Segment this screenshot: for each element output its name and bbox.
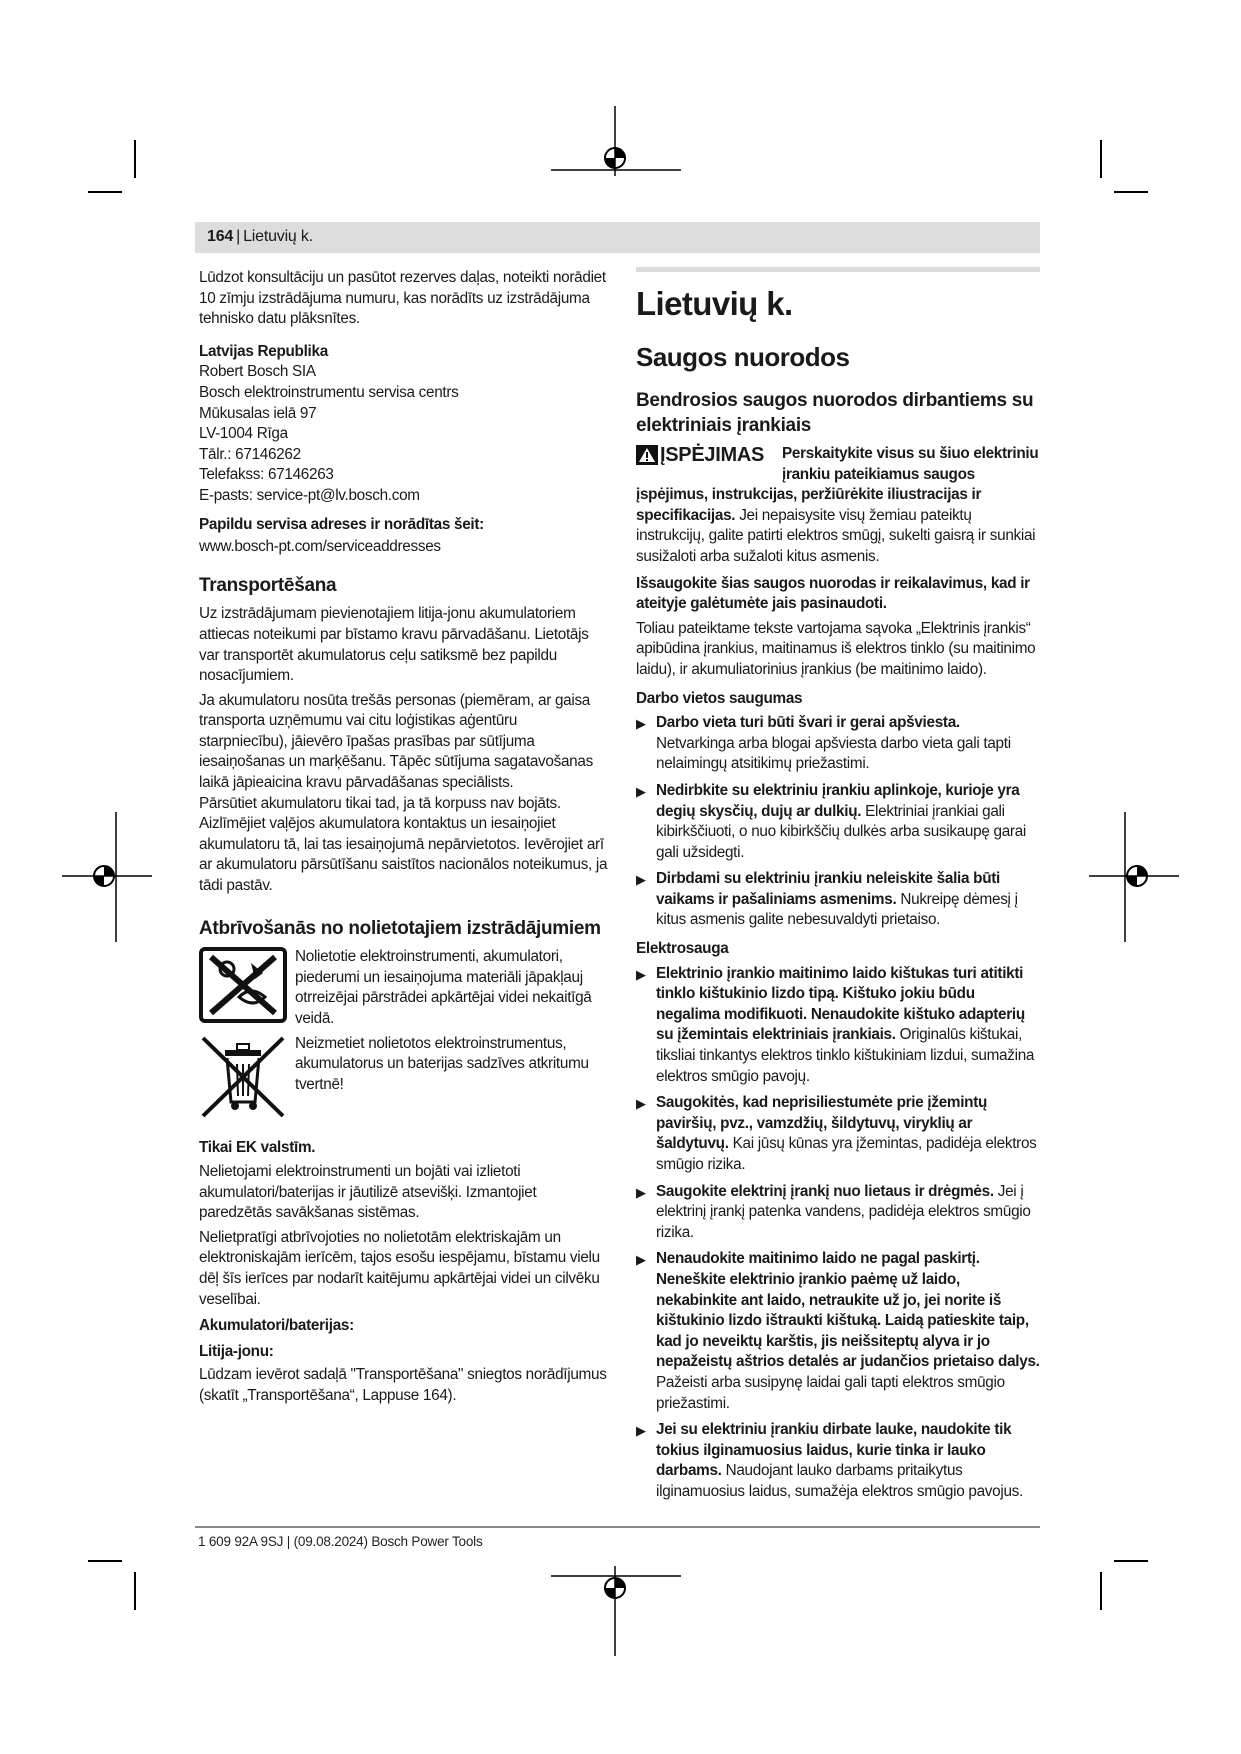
registration-mark-top: [551, 106, 681, 196]
crop-mark-top-left-h: [88, 191, 122, 193]
intro-paragraph: Lūdzot konsultāciju un pasūtot rezerves daļas, noteikti norādiet 10 zīmju izstrādājuma numuru, kas norādīts uz izstrādājuma tehnisko datu plāksnītes.: [199, 269, 606, 328]
bullet-arrow-icon: ▶: [636, 1184, 646, 1200]
crop-mark-bottom-left-v: [134, 1572, 136, 1610]
address-line: Telefakss: 67146263: [199, 466, 334, 484]
list-item: ▶ Saugokitės, kad neprisiliestumėte prie įžemintų paviršių, pvz., vamzdžių, šildytuvų, viryklių ar šaldytuvų. Kai jūsų kūnas yra įžemintas, padidėja elektros smūgio rizika.: [636, 1094, 1037, 1173]
battery-heading: Akumulatori/baterijas:: [199, 1317, 354, 1335]
page-header: [195, 222, 1040, 253]
address-block: [199, 342, 609, 507]
header-section: Lietuvių k.: [243, 228, 313, 245]
no-household-disposal-icon: [199, 947, 287, 1023]
crop-mark-top-right-v: [1100, 140, 1102, 178]
title-rule: [636, 267, 1040, 272]
service-heading: Papildu servisa adreses ir norādītas šeit:: [199, 515, 484, 533]
weee-symbol-row: [199, 1034, 609, 1127]
list-item: ▶ Elektrinio įrankio maitinimo laido kištukas turi atitikti tinklo kištukinio lizdo tipą. Kištuko jokiu būdu negalima modifikuoti. Nenaudokite kištuko adapterių su įžemintais elektriniais įrankiais. Originalūs kištukai, tiksliai tinkantys elektros tinklo kištukiniam lizdui, sumažina elektros smūgio pavojų.: [636, 964, 1035, 1085]
bullet-arrow-icon: ▶: [636, 716, 646, 732]
address-line: Bosch elektroinstrumentu servisa centrs: [199, 383, 459, 401]
bullet-arrow-icon: ▶: [636, 1252, 646, 1268]
list-item: ▶ Dirbdami su elektriniu įrankiu neleiskite šalia būti vaikams ir pašaliniams asmenims. Nukreipę dėmesį į kitus asmenis galite nebesuvaldyti prietaiso.: [636, 870, 1018, 929]
list-item: ▶ Nedirbkite su elektriniu įrankiu aplinkoje, kurioje yra degių skysčių, dujų ar dulkių. Elektriniai įrankiai gali kibirkščiuoti, o nuo kibirkščių dulkės arba susikaupę garai gali užsidegti.: [636, 781, 1027, 861]
crossed-bin-icon: [199, 1034, 287, 1120]
registration-mark-bottom: [551, 1566, 681, 1656]
crop-mark-bottom-right-h: [1114, 1560, 1148, 1562]
transport-title: Transportēšana: [199, 574, 337, 596]
warning-rest-text: Jei nepaisysite visų žemiau pateiktų instrukcijų, galite patirti elektros smūgį, sukelti gaisrą ir sunkiai susižaloti arba sužaloti kitus asmenis.: [636, 506, 1036, 565]
crop-mark-bottom-right-v: [1100, 1572, 1102, 1610]
recycling-text: Nolietotie elektroinstrumenti, akumulatori, piederumi un iesaiņojuma materiāli jāpakļauj otrreizējai pārstrādei apkārtējai videi nekaitīgā veidā.: [295, 948, 592, 1027]
registration-mark-left: [62, 812, 152, 942]
page-number: 164: [207, 228, 234, 245]
warning-triangle-icon: [636, 445, 658, 465]
warning-block: [636, 444, 1040, 568]
address-line: Robert Bosch SIA: [199, 363, 316, 381]
eu-heading: Tikai EK valstīm.: [199, 1139, 316, 1157]
bullet-arrow-icon: ▶: [636, 1096, 646, 1112]
warning-word: ĮSPĖJIMAS: [660, 444, 764, 466]
warning-label: [636, 445, 764, 466]
safety-title: Saugos nuorodos: [636, 342, 850, 372]
warning-bold-text: Perskaitykite visus su šiuo elektriniu įrankiu pateikiamus saugos įspėjimus, instrukcijas, peržiūrėkite iliustracijas ir specifikacijas.: [636, 445, 1039, 524]
address-line: Tālr.: 67146262: [199, 445, 301, 463]
service-url: www.bosch-pt.com/serviceaddresses: [199, 538, 441, 556]
crop-mark-top-right-h: [1114, 191, 1148, 193]
bullet-arrow-icon: ▶: [636, 872, 646, 888]
footer-text: 1 609 92A 9SJ | (09.08.2024) Bosch Power Tools: [198, 1534, 483, 1549]
bullet-arrow-icon: ▶: [636, 1423, 646, 1439]
transport-paragraph: Pārsūtiet akumulatoru tikai tad, ja tā korpuss nav bojāts. Aizlīmējiet vaļējos akumulatora kontaktus un iesaiņojiet akumulatoru tā, lai tas iesaiņojumā nepārvietotos. Ievērojiet arī ar akumulatoru pārsūtīšanu saistītos nacionālos noteikumus, ja tādi pastāv.: [199, 794, 608, 895]
address-country: Latvijas Republika: [199, 342, 328, 360]
definition-paragraph: Toliau pateiktame tekste vartojama sąvoka „Elektrinis įrankis“ apibūdina įrankius, maitinamus iš elektros tinklo (su maitinimo laidu), ir akumuliatorinius įrankius (be maitinimo laido).: [636, 619, 1036, 678]
address-line: Mūkusalas ielā 97: [199, 404, 317, 422]
bullet-arrow-icon: ▶: [636, 966, 646, 982]
list-item: ▶ Jei su elektriniu įrankiu dirbate lauke, naudokite tik tokius ilginamuosius laidus, kurie tinka ir lauko darbams. Naudojant lauko darbams pritaikytus ilginamuosius laidus, sumažėja elektros smūgio pavojus.: [636, 1421, 1023, 1500]
eu-paragraph: Nelietpratīgi atbrīvojoties no nolietotām elektriskajām un elektroniskajām ierīcēm, tajos esošu iespējamu, bīstamu vielu dēļ šīs ierīces par nodarīt kaitējumu apkārtējai videi un cilvēku veselībai.: [199, 1228, 600, 1308]
weee-text: Neizmetiet nolietotos elektroinstrumentus, akumulatorus un baterijas sadzīves atkritumu tvertnē!: [295, 1034, 589, 1093]
left-column: [199, 268, 609, 1411]
bullet-arrow-icon: ▶: [636, 783, 646, 799]
liion-text: Lūdzam ievērot sadaļā "Transportēšana" sniegtos norādījumus (skatīt „Transportēšana“, Lappuse 164).: [199, 1366, 607, 1404]
registration-mark-right: [1089, 812, 1179, 942]
disposal-title: Atbrīvošanās no nolietotajiem izstrādājumiem: [199, 917, 601, 939]
crop-mark-bottom-left-h: [88, 1560, 122, 1562]
list-item: ▶ Darbo vieta turi būti švari ir gerai apšviesta. Netvarkinga arba blogai apšviesta darbo vieta gali tapti nelaimingų atsitikimų priežastimi.: [636, 714, 1011, 773]
footer-rule: [195, 1526, 1040, 1528]
general-safety-title: Bendrosios saugos nuorodos dirbantiems su elektriniais įrankiais: [636, 390, 1034, 436]
recycling-symbol-row: [199, 947, 609, 1030]
eu-paragraph: Nelietojami elektroinstrumenti un bojāti vai izlietoti akumulatori/baterijas ir jāutilizē atsevišķi. Izmantojiet paredzētās savākšanas sistēmas.: [199, 1163, 537, 1222]
electrical-heading: Elektrosauga: [636, 940, 729, 958]
header-text: 164 | Lietuvių k.: [207, 228, 313, 245]
transport-paragraph: Ja akumulatoru nosūta trešās personas (piemēram, ar gaisa transporta uzņēmumu vai citu loģistikas aģentūru starpniecību), jāievēro īpašas prasības par sūtījuma iesaiņošanas un marķēšanu. Tāpēc sūtījuma sagatavošanas laikā jāpieaicina kravu pārvadāšanas speciālists.: [199, 691, 593, 792]
address-line: LV-1004 Rīga: [199, 425, 288, 443]
transport-paragraph: Uz izstrādājumam pievienotajiem litija-jonu akumulatoriem attiecas noteikumi par bīstamo kravu pārvadāšanu. Lietotājs var transportēt akumulatorus ceļu satiksmē bez papildu nosacījumiem.: [199, 605, 589, 685]
work-area-heading: Darbo vietos saugumas: [636, 689, 803, 707]
keep-instructions: Išsaugokite šias saugos nuorodas ir reikalavimus, kad ir ateityje galėtumėte jais pasinaudoti.: [636, 574, 1030, 613]
list-item: ▶ Nenaudokite maitinimo laido ne pagal paskirtį. Neneškite elektrinio įrankio paėmę už laido, nekabinkite ant laido, netraukite už jo, jei norite iš kištukinio lizdo ištraukti kištuką. Laidą patieskite taip, kad jo neveiktų karštis, jis neišsiteptų alyva ir jo nepažeistų aštrios detalės ar judančios prietaiso dalys. Pažeisti arba susipynę laidai gali tapti elektros smūgio priežastimi.: [636, 1250, 1040, 1412]
liion-heading: Litija-jonu:: [199, 1342, 274, 1360]
crop-mark-top-left-v: [134, 140, 136, 178]
address-email: E-pasts: service-pt@lv.bosch.com: [199, 486, 420, 504]
right-column: [636, 268, 1040, 1509]
language-title: Lietuvių k.: [636, 285, 793, 322]
list-item: ▶ Saugokite elektrinį įrankį nuo lietaus ir drėgmės. Jei į elektrinį įrankį patenka vandens, padidėja elektros smūgio rizika.: [636, 1182, 1031, 1241]
